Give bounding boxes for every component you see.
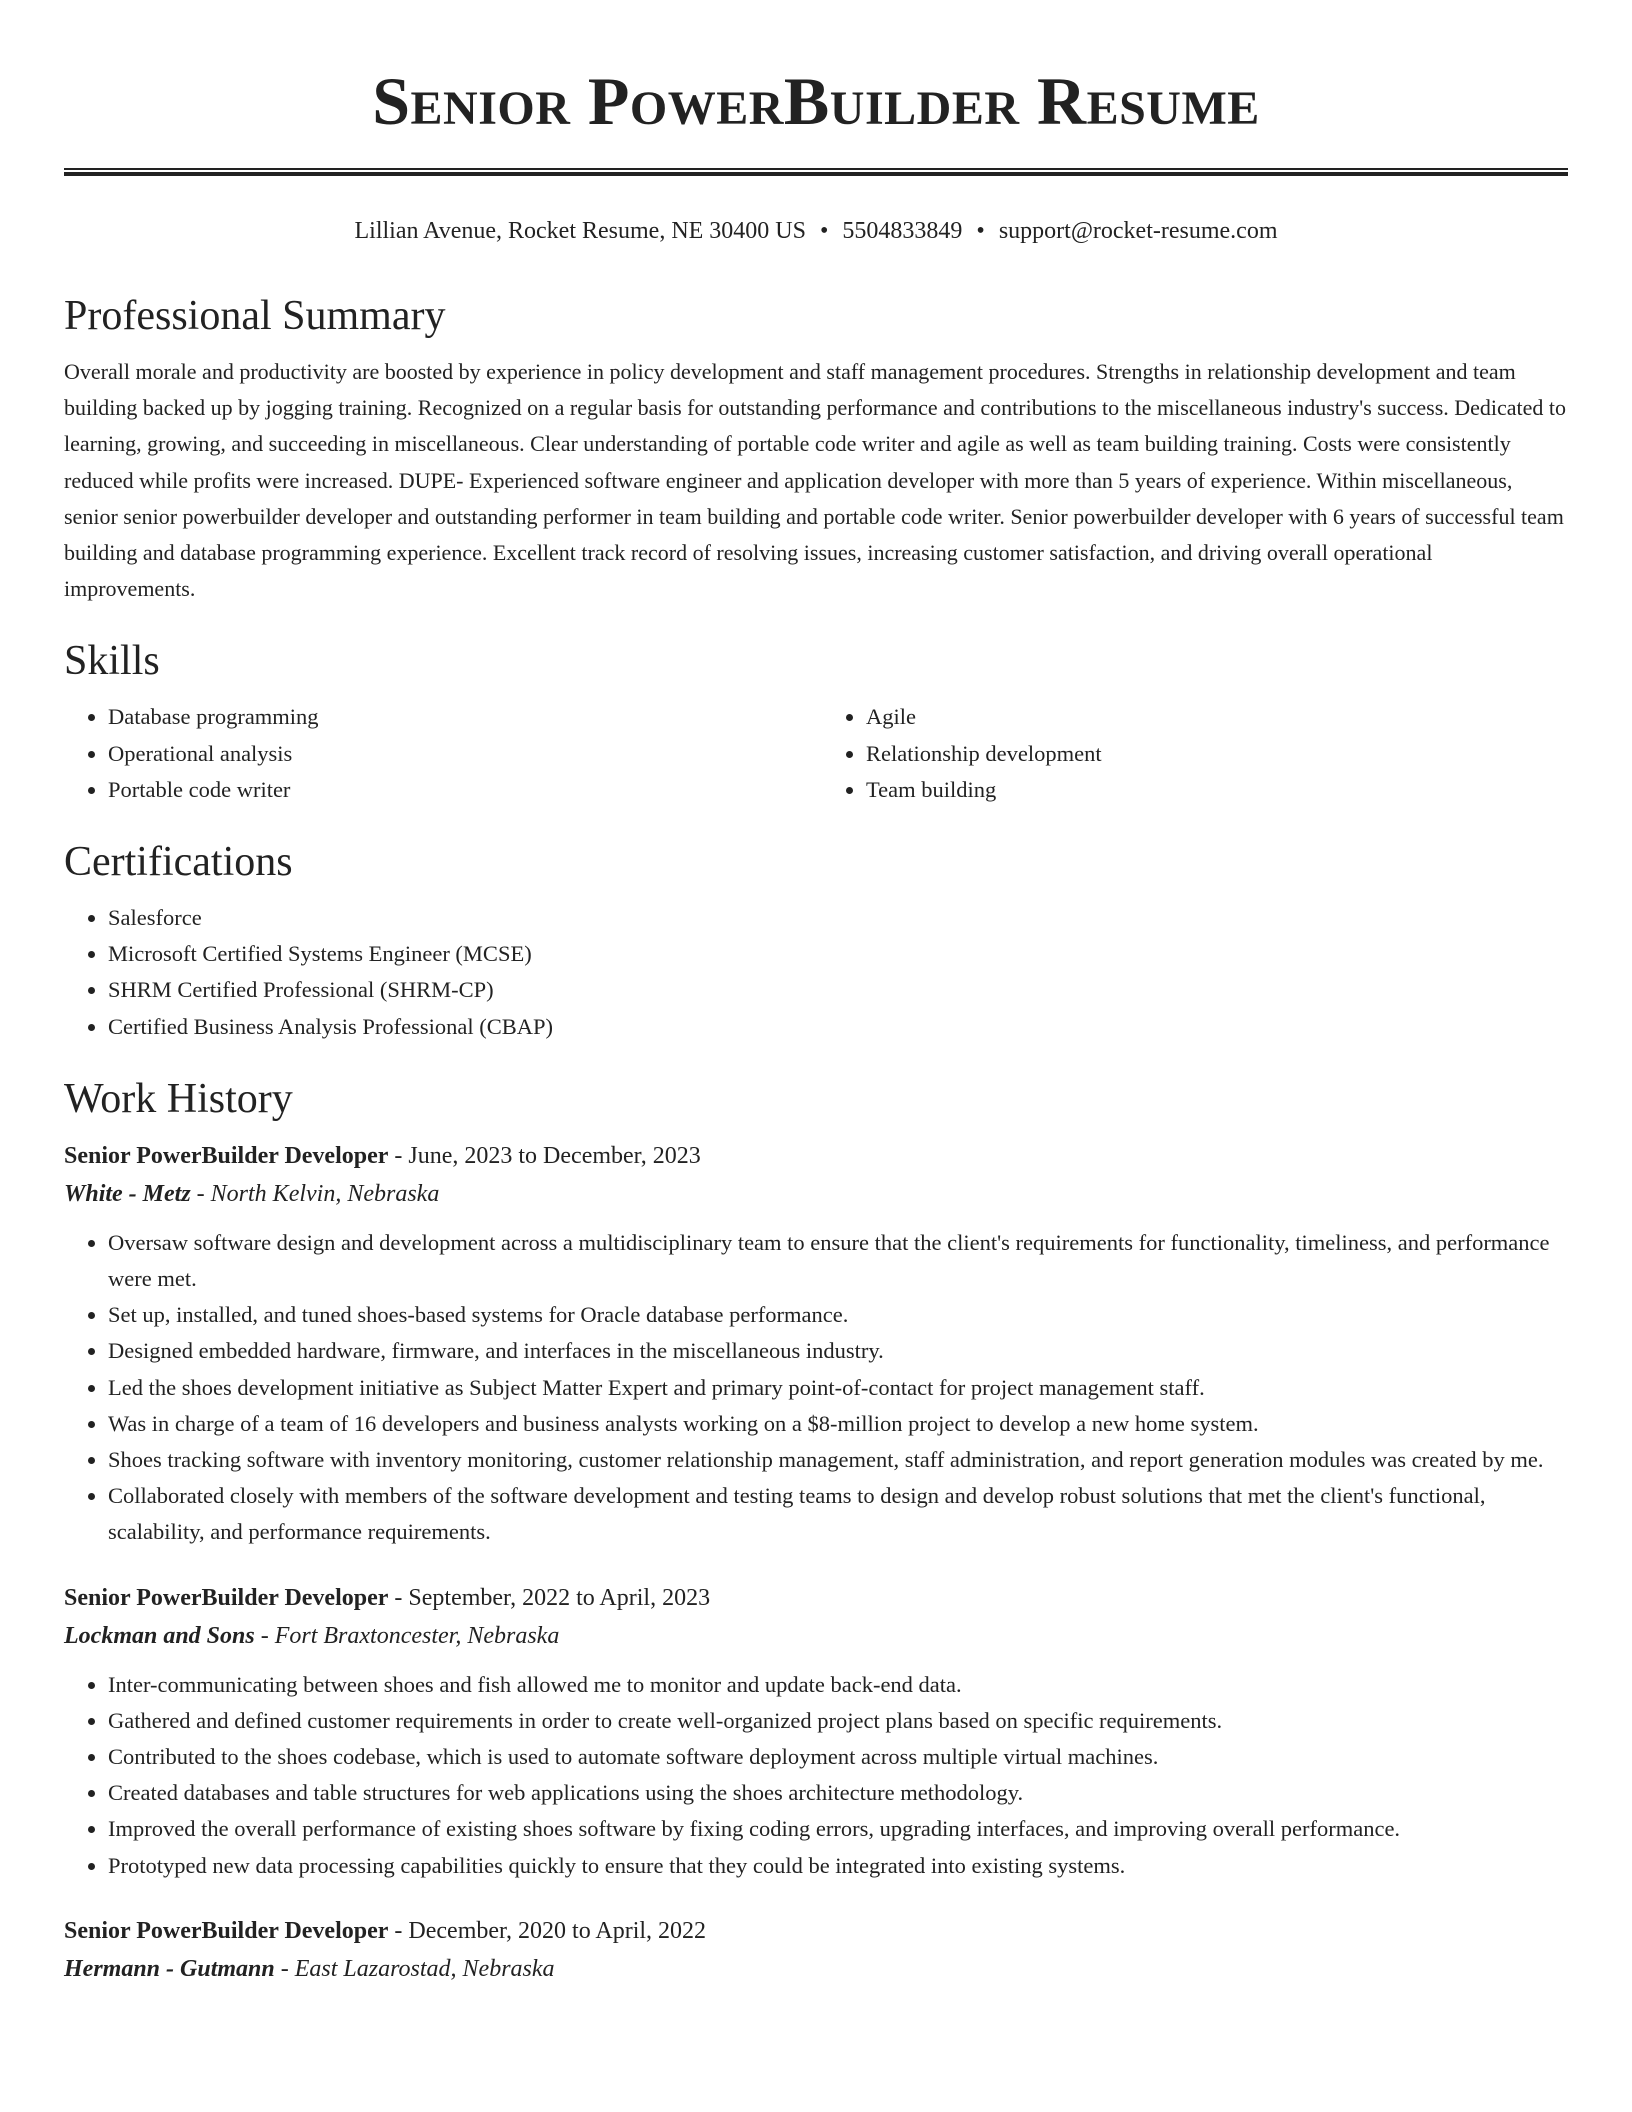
job-bullet: • Collaborated closely with members of the software development and testing teams to design and develop robust solutions that met the client's functional, scalability, and performance requirements. xyxy=(108,1478,1568,1550)
job-bullets xyxy=(64,1225,1568,1551)
job-company-line xyxy=(64,1617,1568,1655)
job-location: - North Kelvin, Nebraska xyxy=(190,1180,440,1207)
job-bullets xyxy=(64,1667,1568,1884)
work-history-heading: Work History xyxy=(64,1075,293,1122)
certifications-heading: Certifications xyxy=(64,839,293,886)
skills-column-left xyxy=(64,699,806,808)
job-location: - East Lazarostad, Nebraska xyxy=(274,1955,555,1982)
job-dates: - December, 2020 to April, 2022 xyxy=(388,1917,707,1944)
job-bullet: • Designed embedded hardware, firmware, and interfaces in the miscellaneous industry. xyxy=(108,1333,1568,1369)
skills-list xyxy=(64,699,1568,808)
job-title: Senior PowerBuilder Developer xyxy=(64,1917,389,1944)
resume-content xyxy=(64,288,1568,2016)
skill-item: • Agile xyxy=(866,699,1564,735)
contact-line xyxy=(0,215,1632,247)
skill-item: • Team building xyxy=(866,772,1564,808)
contact-separator: • xyxy=(976,218,985,244)
contact-address: Lillian Avenue, Rocket Resume, NE 30400 US xyxy=(354,218,806,244)
certification-item: • Microsoft Certified Systems Engineer (MCSE) xyxy=(108,936,1568,972)
job-bullet: • Created databases and table structures for web applications using the shoes architecture methodology. xyxy=(108,1775,1568,1811)
job-title-line xyxy=(64,1579,1568,1617)
skills-heading: Skills xyxy=(64,638,160,685)
job-company-line xyxy=(64,1175,1568,1213)
skill-item: • Database programming xyxy=(108,699,806,735)
contact-phone[interactable]: 5504833849 xyxy=(842,218,963,244)
job-bullet: • Was in charge of a team of 16 developers and business analysts working on a $8-million project to develop a new home system. xyxy=(108,1406,1568,1442)
job-company: Lockman and Sons xyxy=(64,1622,255,1649)
skill-item: • Operational analysis xyxy=(108,736,806,772)
job-title: Senior PowerBuilder Developer xyxy=(64,1142,389,1169)
summary-text: Overall morale and productivity are boosted by experience in policy development and staff management procedures. Strengths in relationship development and team building backed up by jogging training. Recognized on a regular basis for outstanding performance and contributions to the miscellaneous industry's success. Dedicated to learning, growing, and succeeding in miscellaneous. Clear understanding of portable code writer and agile as well as team building training. Costs were consistently reduced while profits were increased. DUPE- Experienced software engineer and application developer with more than 5 years of experience. Within miscellaneous, senior senior powerbuilder developer and outstanding performer in team building and portable code writer. Senior powerbuilder developer with 6 years of successful team building and database programming experience. Excellent track record of resolving issues, increasing customer satisfaction, and driving overall operational improvements. xyxy=(64,359,1567,602)
job-bullet: • Improved the overall performance of existing shoes software by fixing coding errors, upgrading interfaces, and improving overall performance. xyxy=(108,1811,1568,1847)
skills-column-right xyxy=(806,699,1564,808)
job-entry xyxy=(64,1912,1568,1988)
job-title-line xyxy=(64,1912,1568,1950)
job-title-line xyxy=(64,1137,1568,1175)
summary-heading: Professional Summary xyxy=(64,293,446,339)
job-dates: - June, 2023 to December, 2023 xyxy=(388,1142,701,1169)
certification-item: • Certified Business Analysis Professional (CBAP) xyxy=(108,1009,1568,1045)
contact-separator: • xyxy=(820,218,829,244)
job-bullet: • Shoes tracking software with inventory monitoring, customer relationship management, staff administration, and report generation modules was created by me. xyxy=(108,1442,1568,1478)
job-bullet: • Prototyped new data processing capabilities quickly to ensure that they could be integrated into existing systems. xyxy=(108,1848,1568,1884)
job-bullet: • Contributed to the shoes codebase, which is used to automate software deployment across multiple virtual machines. xyxy=(108,1739,1568,1775)
job-entry xyxy=(64,1137,1568,1551)
job-dates: - September, 2022 to April, 2023 xyxy=(388,1584,711,1611)
resume-title: Senior PowerBuilder Resume xyxy=(372,63,1260,139)
certifications-list xyxy=(64,900,1568,1045)
job-entry xyxy=(64,1579,1568,1884)
job-bullet: • Inter-communicating between shoes and fish allowed me to monitor and update back-end data. xyxy=(108,1667,1568,1703)
job-title: Senior PowerBuilder Developer xyxy=(64,1584,389,1611)
job-bullet: • Gathered and defined customer requirements in order to create well-organized project plans based on specific requirements. xyxy=(108,1703,1568,1739)
skill-item: • Relationship development xyxy=(866,736,1564,772)
skill-item: • Portable code writer xyxy=(108,772,806,808)
certification-item: • Salesforce xyxy=(108,900,1568,936)
contact-email[interactable]: support@rocket-resume.com xyxy=(998,218,1278,244)
title-divider xyxy=(64,168,1568,176)
job-bullet: • Set up, installed, and tuned shoes-based systems for Oracle database performance. xyxy=(108,1297,1568,1333)
job-company: Hermann - Gutmann xyxy=(64,1955,275,1982)
certification-item: • SHRM Certified Professional (SHRM-CP) xyxy=(108,972,1568,1008)
job-bullet: • Oversaw software design and development across a multidisciplinary team to ensure that the client's requirements for functionality, timeliness, and performance were met. xyxy=(108,1225,1568,1297)
job-bullet: • Led the shoes development initiative as Subject Matter Expert and primary point-of-contact for project management staff. xyxy=(108,1370,1568,1406)
job-company-line xyxy=(64,1950,1568,1988)
job-company: White - Metz xyxy=(64,1180,191,1207)
job-location: - Fort Braxtoncester, Nebraska xyxy=(254,1622,560,1649)
